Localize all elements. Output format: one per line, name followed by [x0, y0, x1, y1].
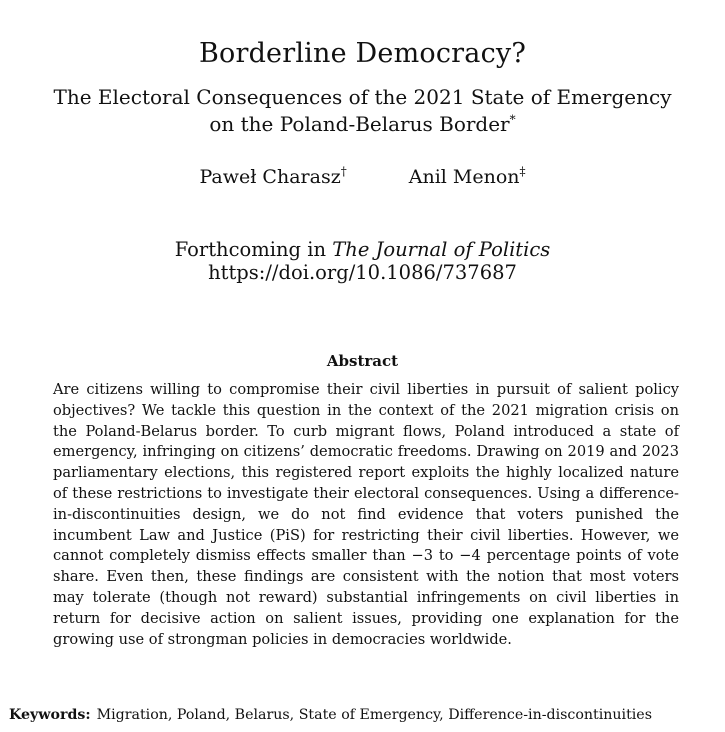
paper-subtitle-text: The Electoral Consequences of the 2021 State of Emergency on the Poland-Belarus Border — [53, 85, 672, 136]
publication-line — [0, 238, 725, 261]
author-2-footnote-mark: ‡ — [519, 164, 526, 179]
author-2-name: Anil Menon — [408, 166, 520, 188]
publication-info — [0, 238, 725, 284]
keywords-text: Migration, Poland, Belarus, State of Emergency, Difference-in-discontinuities — [96, 707, 652, 723]
paper-title: Borderline Democracy? — [198, 38, 527, 69]
author-1-footnote-mark: † — [340, 164, 347, 179]
abstract-text: Are citizens willing to compromise their civil liberties in pursuit of salient policy objectives? We tackle this question in the context of the 2021 migration crisis on the Poland-Belarus border. To curb migrant flows, Poland introduced a state of emergency, infringing on citizens’ democratic freedoms. Drawing on 2019 and 2023 parliamentary elections, this registered report exploits the highly localized nature of these restrictions to investigate their electoral consequences. Using a difference-in-discontinuities design, we do not find evidence that voters punished the incumbent Law and Justice (PiS) for restricting their civil liberties. However, we cannot completely dismiss effects smaller than −3 to −4 percentage points of vote share. Even then, these findings are consistent with the notion that most voters may tolerate (though not reward) substantial infringements on civil liberties in return for decisive action on salient issues, providing one explanation for the growing use of strongman policies in democracies worldwide. — [53, 381, 679, 648]
abstract-heading: Abstract — [326, 352, 399, 370]
publication-prefix: Forthcoming in — [174, 238, 327, 261]
journal-name: The Journal of Politics — [332, 238, 551, 261]
author-1 — [199, 164, 346, 190]
doi-link[interactable]: https://doi.org/10.1086/737687 — [208, 261, 517, 284]
author-1-name: Paweł Charasz — [199, 166, 341, 188]
subtitle-footnote-mark: * — [509, 112, 516, 127]
author-list — [0, 164, 725, 190]
keywords-label: Keywords: — [9, 707, 91, 723]
paper-subtitle — [40, 84, 685, 138]
author-2 — [409, 164, 526, 190]
keywords — [9, 705, 719, 725]
